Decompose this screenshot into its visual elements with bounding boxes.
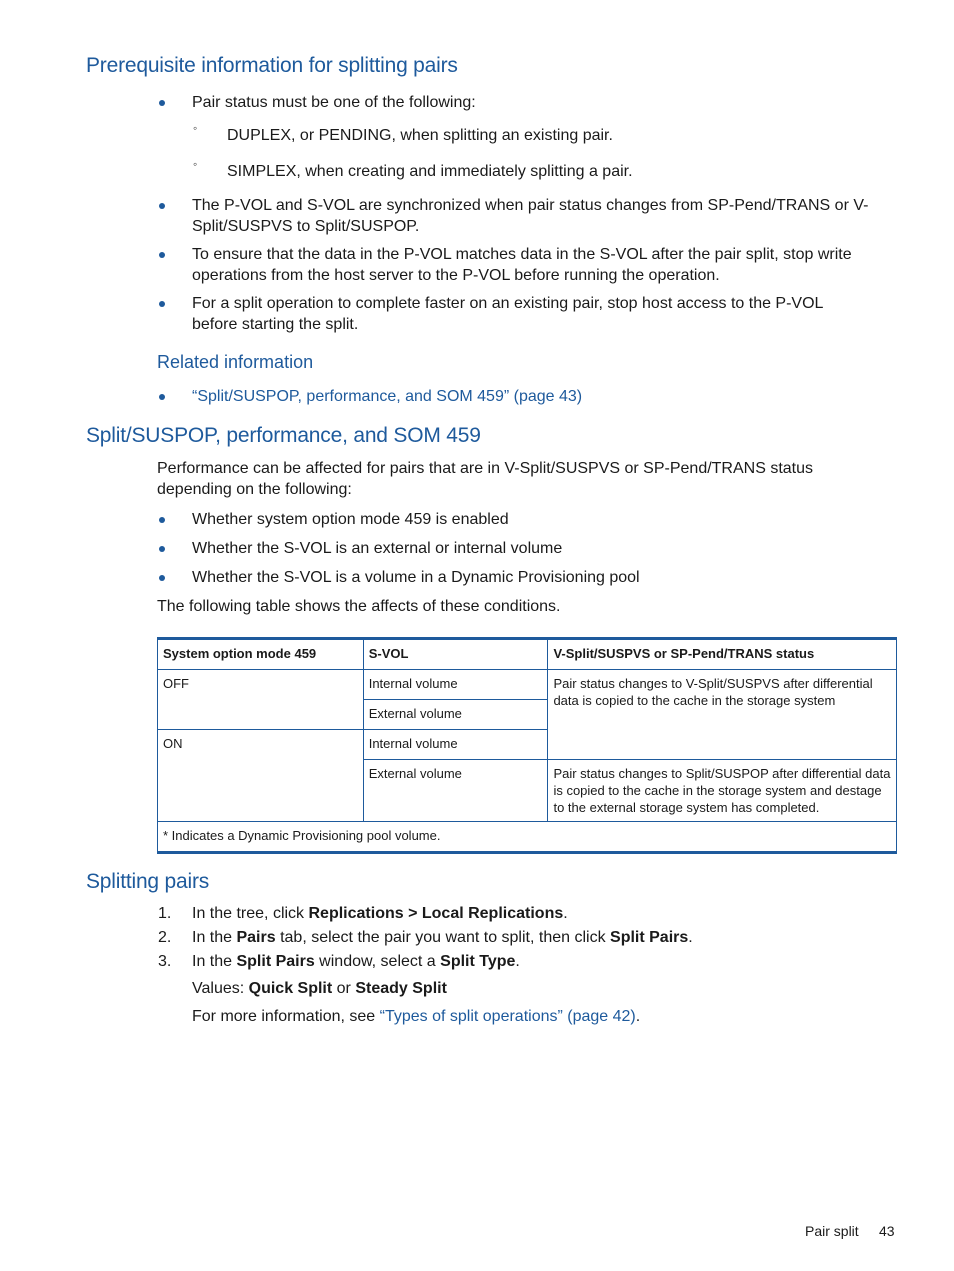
more-info-text: For more information, see <box>192 1008 380 1025</box>
col-header: System option mode 459 <box>158 639 364 670</box>
table-row <box>158 670 897 700</box>
som-intro: Performance can be affected for pairs that are in V-Split/SUSPVS or SP-Pend/TRANS status depending on the following: <box>157 460 814 498</box>
sub-bullet-marker: ◦ <box>193 157 198 171</box>
step-1-end: . <box>563 905 568 922</box>
table-cell-mode-off: OFF <box>158 670 364 730</box>
values-or: or <box>332 980 356 997</box>
step-1-text: In the tree, click <box>192 905 309 922</box>
step-2 <box>192 927 693 948</box>
table-cell-mode-on: ON <box>158 730 364 822</box>
conditions-table <box>157 637 897 854</box>
col-header: S-VOL <box>363 639 548 670</box>
heading-split-suspop: Split/SUSPOP, performance, and SOM 459 <box>86 424 481 447</box>
step-3-text: window, select a <box>314 953 441 970</box>
heading-related-information: Related information <box>157 352 314 372</box>
heading-splitting-pairs: Splitting pairs <box>86 870 210 893</box>
table-cell-svol: External volume <box>363 760 548 822</box>
table-cell-svol: Internal volume <box>363 730 548 760</box>
step-2-end: . <box>688 929 693 946</box>
bullet <box>159 301 165 307</box>
table-intro: The following table shows the affects of these conditions. <box>157 598 561 615</box>
split-pairs-window-label: Split Pairs <box>236 953 315 970</box>
bullet <box>159 517 165 523</box>
table-footnote-row <box>158 822 897 853</box>
table-cell-svol: Internal volume <box>363 670 548 700</box>
bullet <box>159 394 165 400</box>
step-2-text: tab, select the pair you want to split, then click <box>275 929 611 946</box>
quick-split-label: Quick Split <box>248 980 333 997</box>
bullet <box>159 575 165 581</box>
bullet <box>159 203 165 209</box>
step-3-end: . <box>515 953 520 970</box>
step-number: 3. <box>158 953 172 970</box>
prereq-sub-2: SIMPLEX, when creating and immediately splitting a pair. <box>227 163 633 180</box>
bullet <box>159 252 165 258</box>
related-link[interactable]: “Split/SUSPOP, performance, and SOM 459” (page 43) <box>192 388 583 405</box>
step-2-text: In the <box>192 929 237 946</box>
prereq-sub-1: DUPLEX, or PENDING, when splitting an existing pair. <box>227 127 613 144</box>
values-label: Values: <box>192 980 249 997</box>
page-number: 43 <box>879 1223 895 1239</box>
som-bullet-2: Whether the S-VOL is an external or internal volume <box>192 540 563 557</box>
sub-bullet-marker: ◦ <box>193 121 198 135</box>
table-header-row <box>158 639 897 670</box>
table-footnote: * Indicates a Dynamic Provisioning pool volume. <box>158 822 897 853</box>
step-number: 1. <box>158 905 172 922</box>
prereq-bullet-4: For a split operation to complete faster on an existing pair, stop host access to the P-VOL before starting the split. <box>192 295 823 333</box>
more-info-line <box>192 1006 640 1027</box>
table-cell-svol: External volume <box>363 700 548 730</box>
col-header: V-Split/SUSPVS or SP-Pend/TRANS status <box>548 639 897 670</box>
table-cell-status: Pair status changes to Split/SUSPOP after differential data is copied to the cache in the storage system and destage to the external storage system has completed. <box>548 760 897 822</box>
bullet <box>159 546 165 552</box>
step-1-bold: Replications > Local Replications <box>308 905 564 922</box>
table-cell-status: Pair status changes to V-Split/SUSPVS after differential data is copied to the cache in the storage system <box>548 670 897 760</box>
pairs-tab-label: Pairs <box>236 929 276 946</box>
step-3 <box>192 951 520 972</box>
step-3-text: In the <box>192 953 237 970</box>
step-number: 2. <box>158 929 172 946</box>
footer-label: Pair split <box>805 1223 859 1239</box>
steady-split-label: Steady Split <box>355 980 447 997</box>
bullet <box>159 100 165 106</box>
types-of-split-link[interactable]: “Types of split operations” (page 42) <box>379 1008 636 1025</box>
prereq-bullet-3: To ensure that the data in the P-VOL matches data in the S-VOL after the pair split, stop write operations from the host server to the P-VOL before running the operation. <box>192 246 852 284</box>
som-bullet-3: Whether the S-VOL is a volume in a Dynamic Provisioning pool <box>192 569 640 586</box>
som-bullet-1: Whether system option mode 459 is enabled <box>192 511 509 528</box>
more-info-end: . <box>635 1008 641 1025</box>
split-type-label: Split Type <box>440 953 516 970</box>
prereq-bullet-2: The P-VOL and S-VOL are synchronized when pair status changes from SP-Pend/TRANS or V-Split/SUSPVS to Split/SUSPOP. <box>192 197 869 235</box>
prereq-bullet-1: Pair status must be one of the following: <box>192 94 476 111</box>
step-1 <box>192 903 568 924</box>
split-pairs-label: Split Pairs <box>610 929 689 946</box>
values-line <box>192 978 447 999</box>
heading-prerequisite: Prerequisite information for splitting pairs <box>86 54 458 77</box>
